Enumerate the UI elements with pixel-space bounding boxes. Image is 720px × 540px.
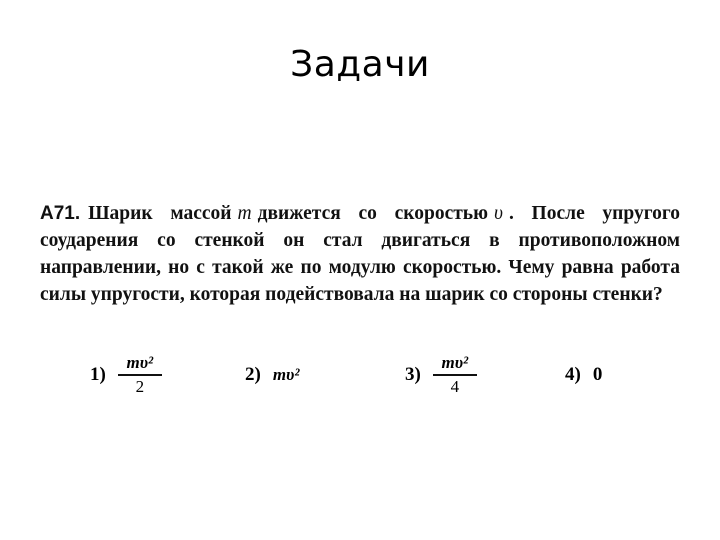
slide-title: Задачи [290,44,430,85]
problem-number: A71. [40,203,81,224]
fraction-denominator: 4 [450,377,460,396]
fraction-numerator: mυ² [441,353,469,372]
answer-value-2: mυ² [272,365,300,384]
answer-label-1: 1) [90,364,106,385]
answer-fraction-1 [118,353,162,397]
problem-block [40,200,680,308]
answer-option-1 [90,345,162,405]
velocity-variable: υ [494,203,503,224]
answer-label-4: 4) [565,364,581,385]
answer-option-2 [245,345,299,405]
problem-text-part3: . После упругого соударения со стенкой он стал двигаться в противоположном направлении, но с такой же по модулю скоростью. Чему равна работа силы упругости, которая подействовала на шарик со стороны стенки? [40,203,680,305]
problem-statement [40,200,680,308]
answer-option-4 [565,345,602,405]
fraction-numerator: mυ² [126,353,154,372]
answer-options [90,345,650,405]
answer-label-2: 2) [245,364,261,385]
problem-text-part2: движется со скоростью [257,203,489,224]
problem-text-part1: Шарик массой [88,203,232,224]
answer-value-4: 0 [592,364,603,385]
fraction-denominator: 2 [135,377,145,396]
answer-option-3 [405,345,477,405]
mass-variable: m [237,203,252,224]
answer-fraction-3 [433,353,477,397]
answer-label-3: 3) [405,364,421,385]
